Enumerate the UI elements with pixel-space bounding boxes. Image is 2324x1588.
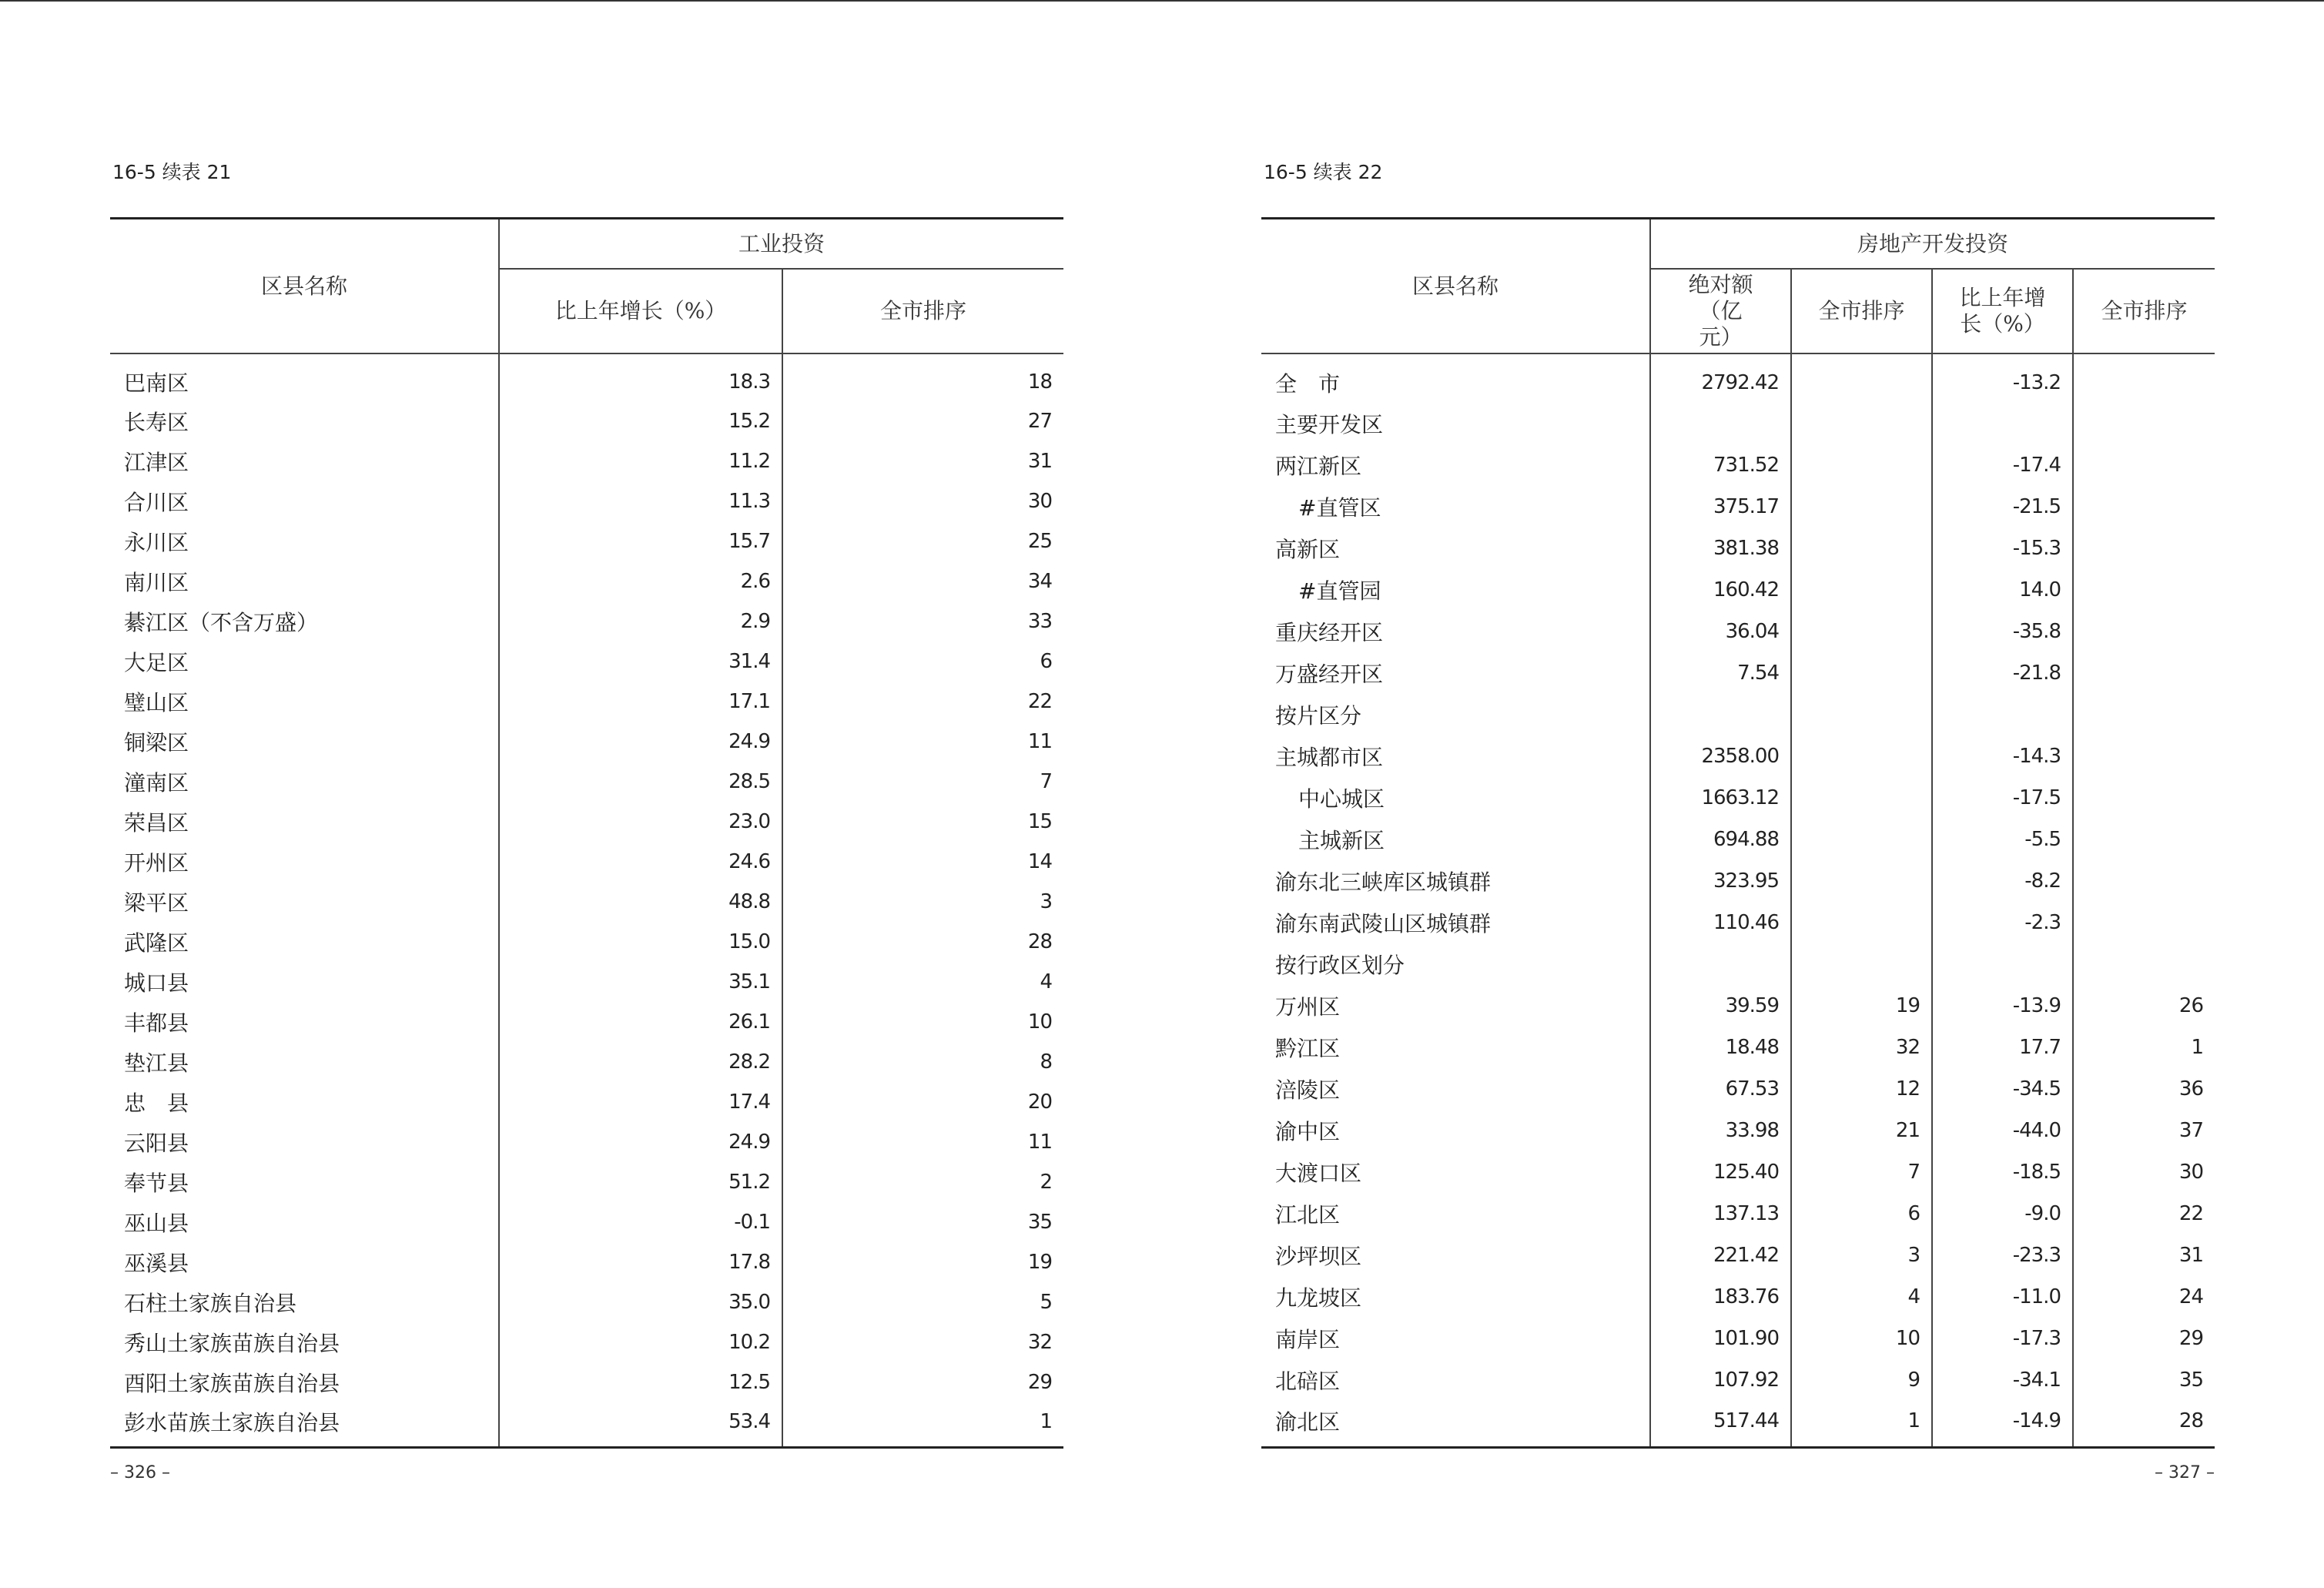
- table-row: [1261, 1359, 2215, 1401]
- growth-cell: 18.3: [499, 353, 782, 401]
- growth-cell: -34.1: [1932, 1359, 2073, 1401]
- growth-cell: 12.5: [499, 1362, 782, 1402]
- header-district-name: 区县名称: [110, 219, 499, 354]
- header-amount: 绝对额（亿元）: [1650, 269, 1791, 353]
- table-row: [110, 1282, 1063, 1322]
- table-row: [1261, 1276, 2215, 1318]
- growth-cell: 10.2: [499, 1322, 782, 1362]
- growth-rank-cell: [2073, 486, 2215, 528]
- amount-rank-cell: [1791, 444, 1932, 486]
- district-name-cell: 梁平区: [124, 890, 189, 916]
- growth-rank-cell: 36: [2073, 1068, 2215, 1110]
- amount-rank-cell: 21: [1791, 1110, 1932, 1151]
- amount-rank-cell: [1791, 777, 1932, 819]
- district-name-cell: 秀山土家族苗族自治县: [124, 1331, 340, 1356]
- amount-rank-cell: [1791, 819, 1932, 860]
- rank-cell: 3: [782, 882, 1063, 922]
- amount-cell: 731.52: [1650, 444, 1791, 486]
- amount-cell: 39.59: [1650, 985, 1791, 1027]
- table-row: [110, 481, 1063, 521]
- amount-cell: 1663.12: [1650, 777, 1791, 819]
- district-name-cell: 长寿区: [124, 410, 189, 435]
- district-name-cell: 万盛经开区: [1275, 662, 1384, 687]
- growth-cell: 17.8: [499, 1242, 782, 1282]
- header-growth: 比上年增长（%）: [499, 269, 782, 353]
- amount-cell: 125.40: [1650, 1151, 1791, 1193]
- rank-cell: 14: [782, 842, 1063, 882]
- table-row: [1261, 403, 2215, 444]
- district-name-cell: 两江新区: [1275, 454, 1362, 479]
- district-name-cell: 大足区: [124, 650, 189, 675]
- table-row: [110, 722, 1063, 762]
- amount-rank-cell: 32: [1791, 1027, 1932, 1068]
- amount-cell: 7.54: [1650, 652, 1791, 694]
- rank-cell: 7: [782, 762, 1063, 802]
- growth-rank-cell: [2073, 860, 2215, 902]
- district-name-cell: 永川区: [124, 530, 189, 555]
- district-name-cell: 南川区: [124, 570, 189, 595]
- amount-rank-cell: 7: [1791, 1151, 1932, 1193]
- district-name-cell: 渝东北三峡库区城镇群: [1275, 869, 1492, 895]
- rank-cell: 29: [782, 1362, 1063, 1402]
- district-name-cell: 主城都市区: [1275, 745, 1384, 770]
- amount-rank-cell: 9: [1791, 1359, 1932, 1401]
- growth-cell: 51.2: [499, 1162, 782, 1202]
- amount-cell: 67.53: [1650, 1068, 1791, 1110]
- table-row: [1261, 569, 2215, 611]
- rank-cell: 4: [782, 962, 1063, 1002]
- header-growth-rank: 全市排序: [2073, 269, 2215, 353]
- growth-cell: 17.7: [1932, 1027, 2073, 1068]
- rank-cell: 19: [782, 1242, 1063, 1282]
- district-name-cell: 江北区: [1275, 1202, 1341, 1228]
- district-name-cell: 渝北区: [1261, 1401, 1650, 1447]
- district-name-cell: 高新区: [1275, 537, 1341, 562]
- amount-rank-cell: [1791, 652, 1932, 694]
- growth-cell: -17.4: [1932, 444, 2073, 486]
- growth-cell: 2.6: [499, 561, 782, 601]
- growth-cell: -23.3: [1932, 1235, 2073, 1276]
- rank-cell: 6: [782, 642, 1063, 682]
- amount-cell: 2792.42: [1650, 353, 1791, 403]
- header-growth: 比上年增长（%）: [1932, 269, 2073, 353]
- district-name-cell: 主要开发区: [1275, 412, 1384, 437]
- table-row: [1261, 486, 2215, 528]
- amount-cell: 160.42: [1650, 569, 1791, 611]
- growth-cell: [1932, 694, 2073, 735]
- growth-cell: -15.3: [1932, 528, 2073, 569]
- growth-cell: -17.5: [1932, 777, 2073, 819]
- growth-cell: -14.3: [1932, 735, 2073, 777]
- table-row: [110, 1082, 1063, 1122]
- amount-rank-cell: 12: [1791, 1068, 1932, 1110]
- rank-cell: 11: [782, 722, 1063, 762]
- growth-cell: -21.5: [1932, 486, 2073, 528]
- growth-rank-cell: [2073, 528, 2215, 569]
- rank-cell: 25: [782, 521, 1063, 561]
- district-name-cell: 全 市: [1275, 370, 1341, 397]
- industrial-investment-table: [110, 217, 1063, 1449]
- table-row: [110, 401, 1063, 441]
- growth-cell: 23.0: [499, 802, 782, 842]
- growth-rank-cell: 29: [2073, 1318, 2215, 1359]
- rank-cell: 30: [782, 481, 1063, 521]
- amount-cell: 323.95: [1650, 860, 1791, 902]
- district-name-cell: 大渡口区: [1275, 1161, 1362, 1186]
- left-table-caption: 16-5 续表 21: [112, 161, 232, 183]
- growth-cell: -34.5: [1932, 1068, 2073, 1110]
- growth-cell: -14.9: [1932, 1401, 2073, 1447]
- growth-rank-cell: [2073, 777, 2215, 819]
- amount-rank-cell: 10: [1791, 1318, 1932, 1359]
- table-row: [110, 842, 1063, 882]
- district-name-cell: 黔江区: [1275, 1036, 1341, 1061]
- district-name-cell: 奉节县: [124, 1171, 189, 1196]
- district-name-cell: 綦江区（不含万盛）: [124, 610, 319, 635]
- amount-cell: 381.38: [1650, 528, 1791, 569]
- rank-cell: 11: [782, 1122, 1063, 1162]
- growth-rank-cell: 22: [2073, 1193, 2215, 1235]
- table-row: [110, 962, 1063, 1002]
- rank-cell: 2: [782, 1162, 1063, 1202]
- amount-rank-cell: [1791, 860, 1932, 902]
- growth-cell: -13.2: [1932, 353, 2073, 403]
- growth-cell: 24.6: [499, 842, 782, 882]
- table-row: [110, 642, 1063, 682]
- growth-rank-cell: [2073, 569, 2215, 611]
- district-name-cell: 主城新区: [1298, 828, 1385, 853]
- growth-rank-cell: [2073, 611, 2215, 652]
- growth-cell: 11.2: [499, 441, 782, 481]
- growth-cell: -35.8: [1932, 611, 2073, 652]
- table-row: [1261, 902, 2215, 943]
- amount-rank-cell: 3: [1791, 1235, 1932, 1276]
- amount-rank-cell: [1791, 611, 1932, 652]
- amount-rank-cell: [1791, 486, 1932, 528]
- growth-rank-cell: 30: [2073, 1151, 2215, 1193]
- rank-cell: 28: [782, 922, 1063, 962]
- table-row: [1261, 1151, 2215, 1193]
- table-row: [110, 1362, 1063, 1402]
- rank-cell: 18: [782, 353, 1063, 401]
- table-row: [1261, 694, 2215, 735]
- amount-rank-cell: 1: [1791, 1401, 1932, 1447]
- amount-cell: 36.04: [1650, 611, 1791, 652]
- growth-cell: -13.9: [1932, 985, 2073, 1027]
- amount-cell: 221.42: [1650, 1235, 1791, 1276]
- growth-cell: -2.3: [1932, 902, 2073, 943]
- amount-rank-cell: [1791, 403, 1932, 444]
- district-name-cell: 涪陵区: [1275, 1077, 1341, 1103]
- table-row: [110, 922, 1063, 962]
- growth-rank-cell: [2073, 943, 2215, 985]
- table-row: [1261, 777, 2215, 819]
- growth-cell: -5.5: [1932, 819, 2073, 860]
- amount-rank-cell: [1791, 694, 1932, 735]
- growth-rank-cell: 35: [2073, 1359, 2215, 1401]
- amount-rank-cell: 4: [1791, 1276, 1932, 1318]
- rank-cell: 8: [782, 1042, 1063, 1082]
- rank-cell: 35: [782, 1202, 1063, 1242]
- table-row: [1261, 1110, 2215, 1151]
- growth-cell: -0.1: [499, 1202, 782, 1242]
- left-table-body: [110, 353, 1063, 1447]
- amount-cell: [1650, 943, 1791, 985]
- table-row: [110, 1042, 1063, 1082]
- table-row: [1261, 735, 2215, 777]
- growth-cell: [1932, 403, 2073, 444]
- amount-rank-cell: [1791, 569, 1932, 611]
- district-name-cell: 巫溪县: [124, 1251, 189, 1276]
- district-name-cell: 按行政区划分: [1275, 953, 1405, 978]
- growth-cell: -21.8: [1932, 652, 2073, 694]
- table-row: [110, 561, 1063, 601]
- amount-cell: [1650, 694, 1791, 735]
- table-row: [110, 1002, 1063, 1042]
- growth-cell: -17.3: [1932, 1318, 2073, 1359]
- growth-cell: 11.3: [499, 481, 782, 521]
- table-row: [1261, 528, 2215, 569]
- district-name-cell: 北碚区: [1275, 1369, 1341, 1394]
- page-number-left: – 326 –: [110, 1463, 170, 1482]
- district-name-cell: 城口县: [124, 970, 189, 996]
- growth-cell: 35.1: [499, 962, 782, 1002]
- rank-cell: 22: [782, 682, 1063, 722]
- growth-cell: 17.4: [499, 1082, 782, 1122]
- growth-rank-cell: 37: [2073, 1110, 2215, 1151]
- growth-rank-cell: 31: [2073, 1235, 2215, 1276]
- table-row: [1261, 1027, 2215, 1068]
- amount-rank-cell: [1791, 528, 1932, 569]
- district-name-cell: 丰都县: [124, 1010, 189, 1036]
- amount-cell: 2358.00: [1650, 735, 1791, 777]
- header-rank: 全市排序: [782, 269, 1063, 353]
- table-row: [1261, 652, 2215, 694]
- growth-cell: -18.5: [1932, 1151, 2073, 1193]
- district-name-cell: 酉阳土家族苗族自治县: [124, 1371, 340, 1396]
- amount-cell: 183.76: [1650, 1276, 1791, 1318]
- table-row: [110, 882, 1063, 922]
- growth-cell: -9.0: [1932, 1193, 2073, 1235]
- amount-rank-cell: [1791, 735, 1932, 777]
- growth-rank-cell: [2073, 652, 2215, 694]
- header-district-name: 区县名称: [1261, 219, 1650, 354]
- header-real-estate-investment: 房地产开发投资: [1650, 219, 2215, 270]
- rank-cell: 15: [782, 802, 1063, 842]
- growth-cell: 2.9: [499, 601, 782, 642]
- growth-rank-cell: 24: [2073, 1276, 2215, 1318]
- header-amount-rank: 全市排序: [1791, 269, 1932, 353]
- growth-cell: -11.0: [1932, 1276, 2073, 1318]
- growth-cell: 15.7: [499, 521, 782, 561]
- right-table-caption: 16-5 续表 22: [1264, 161, 1383, 183]
- amount-cell: 694.88: [1650, 819, 1791, 860]
- table-row: [110, 1122, 1063, 1162]
- growth-rank-cell: 26: [2073, 985, 2215, 1027]
- district-name-cell: 荣昌区: [124, 810, 189, 836]
- district-name-cell: 潼南区: [124, 770, 189, 796]
- growth-rank-cell: [2073, 353, 2215, 403]
- growth-rank-cell: [2073, 735, 2215, 777]
- rank-cell: 31: [782, 441, 1063, 481]
- amount-rank-cell: 19: [1791, 985, 1932, 1027]
- district-name-cell: 渝东南武陵山区城镇群: [1275, 911, 1492, 936]
- district-name-cell: 铜梁区: [124, 730, 189, 755]
- rank-cell: 33: [782, 601, 1063, 642]
- growth-cell: 35.0: [499, 1282, 782, 1322]
- growth-rank-cell: [2073, 902, 2215, 943]
- growth-cell: 24.9: [499, 1122, 782, 1162]
- amount-cell: 101.90: [1650, 1318, 1791, 1359]
- table-row: [1261, 860, 2215, 902]
- district-name-cell: 璧山区: [124, 690, 189, 715]
- rank-cell: 32: [782, 1322, 1063, 1362]
- table-row: [110, 762, 1063, 802]
- district-name-cell: 彭水苗族土家族自治县: [110, 1402, 499, 1447]
- table-row: [1261, 819, 2215, 860]
- growth-cell: -8.2: [1932, 860, 2073, 902]
- growth-rank-cell: [2073, 444, 2215, 486]
- amount-cell: 517.44: [1650, 1401, 1791, 1447]
- rank-cell: 34: [782, 561, 1063, 601]
- rank-cell: 27: [782, 401, 1063, 441]
- table-row: [1261, 611, 2215, 652]
- table-row: [1261, 1318, 2215, 1359]
- district-name-cell: 江津区: [124, 450, 189, 475]
- district-name-cell: 巫山县: [124, 1211, 189, 1236]
- rank-cell: 20: [782, 1082, 1063, 1122]
- page-number-right: – 327 –: [2155, 1463, 2215, 1482]
- growth-cell: 28.5: [499, 762, 782, 802]
- district-name-cell: 忠 县: [124, 1090, 189, 1116]
- growth-rank-cell: [2073, 819, 2215, 860]
- header-industrial-investment: 工业投资: [499, 219, 1063, 270]
- district-name-cell: 沙坪坝区: [1275, 1244, 1362, 1269]
- growth-cell: 26.1: [499, 1002, 782, 1042]
- district-name-cell: 武隆区: [124, 930, 189, 956]
- table-row: [110, 521, 1063, 561]
- growth-rank-cell: 1: [2073, 1027, 2215, 1068]
- table-row: [1261, 1401, 2215, 1447]
- table-row: [1261, 353, 2215, 403]
- district-name-cell: 中心城区: [1298, 786, 1385, 812]
- district-name-cell: 开州区: [124, 850, 189, 876]
- table-row: [1261, 1193, 2215, 1235]
- right-table-body: [1261, 353, 2215, 1447]
- table-row: [1261, 1235, 2215, 1276]
- growth-cell: -44.0: [1932, 1110, 2073, 1151]
- district-name-cell: 万州区: [1275, 994, 1341, 1020]
- growth-cell: 31.4: [499, 642, 782, 682]
- amount-rank-cell: [1791, 943, 1932, 985]
- growth-rank-cell: 28: [2073, 1401, 2215, 1447]
- table-row: [110, 1402, 1063, 1447]
- district-name-cell: 巴南区: [124, 370, 189, 396]
- table-row: [1261, 1068, 2215, 1110]
- district-name-cell: 石柱土家族自治县: [124, 1291, 297, 1316]
- amount-cell: 137.13: [1650, 1193, 1791, 1235]
- top-border-line: [0, 0, 2324, 2]
- growth-cell: 53.4: [499, 1402, 782, 1447]
- district-name-cell: 按片区分: [1275, 703, 1362, 729]
- amount-cell: 18.48: [1650, 1027, 1791, 1068]
- amount-cell: 107.92: [1650, 1359, 1791, 1401]
- district-name-cell: 垫江县: [124, 1050, 189, 1076]
- table-row: [110, 601, 1063, 642]
- district-name-cell: 云阳县: [124, 1131, 189, 1156]
- district-name-cell: 渝中区: [1275, 1119, 1341, 1144]
- district-name-cell: #直管区: [1298, 495, 1381, 521]
- table-row: [110, 1322, 1063, 1362]
- rank-cell: 5: [782, 1282, 1063, 1322]
- table-row: [110, 802, 1063, 842]
- amount-cell: 375.17: [1650, 486, 1791, 528]
- growth-rank-cell: [2073, 694, 2215, 735]
- growth-cell: [1932, 943, 2073, 985]
- table-row: [1261, 444, 2215, 486]
- table-row: [110, 1162, 1063, 1202]
- rank-cell: 10: [782, 1002, 1063, 1042]
- amount-cell: 33.98: [1650, 1110, 1791, 1151]
- growth-rank-cell: [2073, 403, 2215, 444]
- district-name-cell: 九龙坡区: [1275, 1285, 1362, 1311]
- district-name-cell: 合川区: [124, 490, 189, 515]
- amount-cell: [1650, 403, 1791, 444]
- table-row: [1261, 943, 2215, 985]
- table-row: [110, 441, 1063, 481]
- amount-rank-cell: [1791, 353, 1932, 403]
- amount-rank-cell: 6: [1791, 1193, 1932, 1235]
- growth-cell: 15.0: [499, 922, 782, 962]
- table-row: [110, 1202, 1063, 1242]
- table-row: [110, 1242, 1063, 1282]
- growth-cell: 14.0: [1932, 569, 2073, 611]
- amount-rank-cell: [1791, 902, 1932, 943]
- growth-cell: 48.8: [499, 882, 782, 922]
- table-row: [1261, 985, 2215, 1027]
- real-estate-investment-table: [1261, 217, 2215, 1449]
- table-row: [110, 353, 1063, 401]
- table-row: [110, 682, 1063, 722]
- growth-cell: 17.1: [499, 682, 782, 722]
- growth-cell: 24.9: [499, 722, 782, 762]
- amount-cell: 110.46: [1650, 902, 1791, 943]
- district-name-cell: 南岸区: [1275, 1327, 1341, 1352]
- district-name-cell: #直管园: [1298, 578, 1381, 604]
- growth-cell: 15.2: [499, 401, 782, 441]
- district-name-cell: 重庆经开区: [1275, 620, 1384, 645]
- rank-cell: 1: [782, 1402, 1063, 1447]
- growth-cell: 28.2: [499, 1042, 782, 1082]
